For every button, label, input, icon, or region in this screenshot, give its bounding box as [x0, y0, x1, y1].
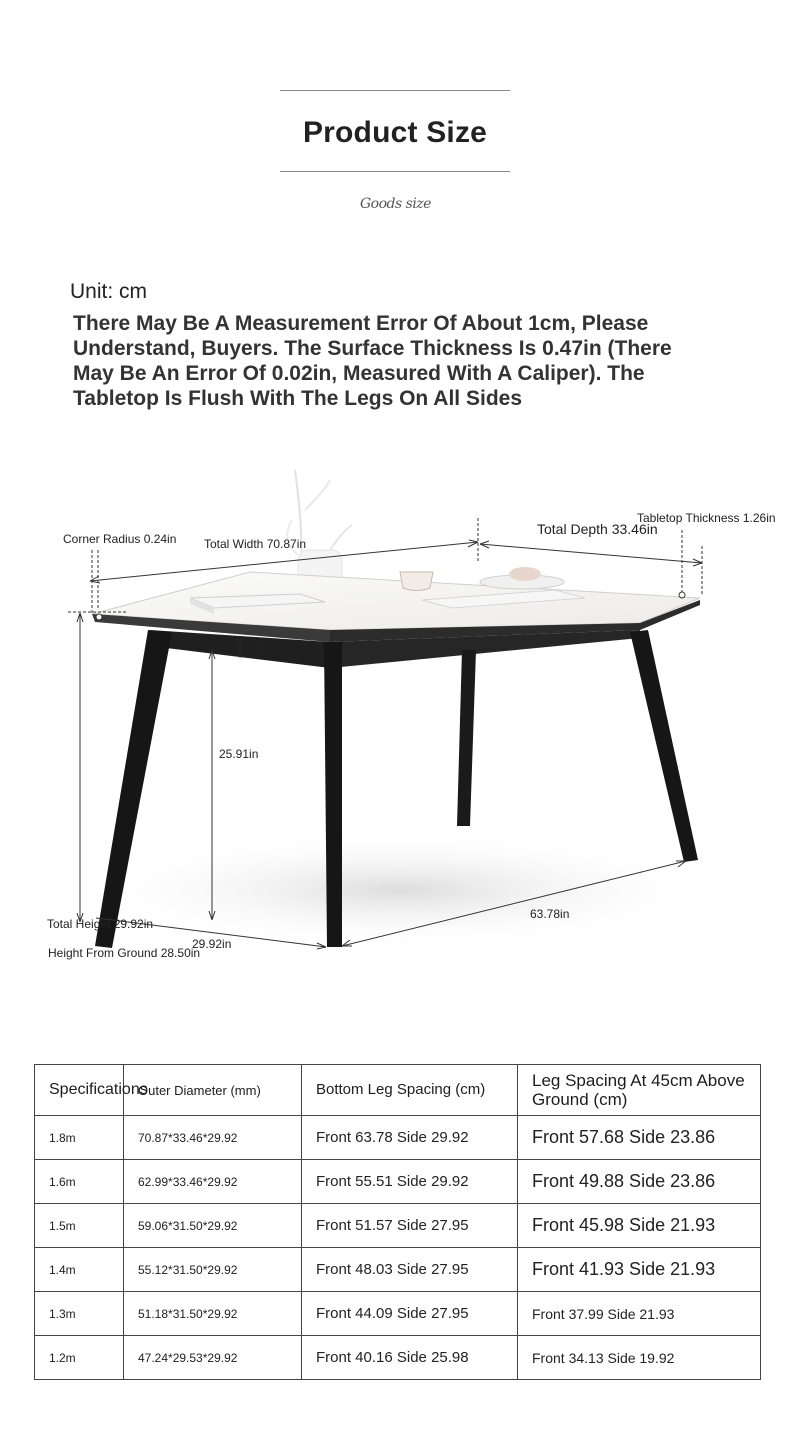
cell-outer: 59.06*31.50*29.92 — [124, 1204, 302, 1248]
small-dimension-mark: 7 — [252, 640, 264, 662]
cell-above: Front 34.13 Side 19.92 — [518, 1336, 761, 1380]
cell-size: 1.5m — [35, 1204, 124, 1248]
cell-outer: 55.12*31.50*29.92 — [124, 1248, 302, 1292]
title-bottom-rule — [280, 171, 510, 172]
page-title: Product Size — [302, 116, 488, 149]
table-header-row — [35, 1065, 761, 1116]
title-top-rule — [280, 90, 510, 91]
unit-label: Unit: cm — [70, 280, 148, 303]
cell-above: Front 41.93 Side 21.93 — [518, 1248, 761, 1292]
cell-bottom: Front 55.51 Side 29.92 — [302, 1160, 518, 1204]
cell-outer: 62.99*33.46*29.92 — [124, 1160, 302, 1204]
table-row — [35, 1204, 761, 1248]
cell-outer: 70.87*33.46*29.92 — [124, 1116, 302, 1160]
inner-height-label: 25.91in — [219, 747, 259, 761]
height-from-ground-label: Height From Ground 28.50in — [48, 946, 201, 960]
specification-table — [34, 1064, 761, 1380]
cell-size: 1.3m — [35, 1292, 124, 1336]
total-width-label: Total Width 70.87in — [204, 537, 307, 551]
title-block — [280, 90, 510, 174]
leg-back-left — [457, 650, 476, 826]
header-bottom-leg-spacing: Bottom Leg Spacing (cm) — [302, 1065, 518, 1116]
bottom-front-label: 63.78in — [530, 907, 570, 921]
total-height-label: Total Height 29.92in — [47, 917, 154, 931]
header-specifications: Specifications — [35, 1065, 124, 1116]
table-row — [35, 1248, 761, 1292]
table-row — [35, 1336, 761, 1380]
bottom-side-label: 29.92in — [192, 937, 232, 951]
header-leg-spacing-45cm: Leg Spacing At 45cm Above Ground (cm) — [518, 1065, 761, 1116]
leg-back-right — [630, 630, 698, 862]
cell-outer: 47.24*29.53*29.92 — [124, 1336, 302, 1380]
measurement-notice: There May Be A Measurement Error Of About 1cm, Please Understand, Buyers. The Surface Thickness Is 0.47in (There May Be An Error Of 0.02in, Measured With A Caliper). The Tabletop Is Flush With The Legs On All Sides — [73, 312, 672, 410]
cell-bottom: Front 51.57 Side 27.95 — [302, 1204, 518, 1248]
corner-radius-label: Corner Radius 0.24in — [63, 532, 177, 546]
table-row — [35, 1160, 761, 1204]
cell-size: 1.2m — [35, 1336, 124, 1380]
script-subtitle: Goods size — [360, 196, 431, 212]
cell-above: Front 49.88 Side 23.86 — [518, 1160, 761, 1204]
cell-above: Front 57.68 Side 23.86 — [518, 1116, 761, 1160]
table-row — [35, 1292, 761, 1336]
cell-outer: 51.18*31.50*29.92 — [124, 1292, 302, 1336]
cell-size: 1.4m — [35, 1248, 124, 1292]
cell-bottom: Front 40.16 Side 25.98 — [302, 1336, 518, 1380]
cell-above: Front 45.98 Side 21.93 — [518, 1204, 761, 1248]
cell-bottom: Front 48.03 Side 27.95 — [302, 1248, 518, 1292]
table-illustration — [0, 450, 790, 970]
cell-size: 1.8m — [35, 1116, 124, 1160]
cell-size: 1.6m — [35, 1160, 124, 1204]
cell-bottom: Front 63.78 Side 29.92 — [302, 1116, 518, 1160]
table-row — [35, 1116, 761, 1160]
header-outer-diameter: Outer Diameter (mm) — [124, 1065, 302, 1116]
cell-above: Front 37.99 Side 21.93 — [518, 1292, 761, 1336]
tabletop-thickness-label: Tabletop Thickness 1.26in — [637, 511, 776, 525]
cell-bottom: Front 44.09 Side 27.95 — [302, 1292, 518, 1336]
total-depth-label: Total Depth 33.46in — [537, 521, 658, 537]
leg-front-right — [324, 642, 342, 947]
table-dimension-diagram — [0, 450, 790, 970]
